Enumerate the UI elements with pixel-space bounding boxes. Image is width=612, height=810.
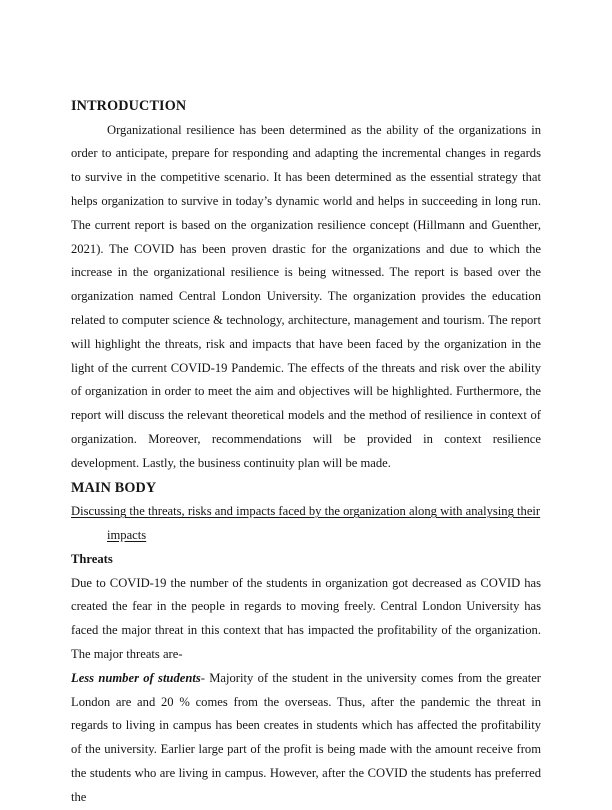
subsection-heading-threats: Threats <box>71 551 113 566</box>
section-heading-main-body: MAIN BODY <box>71 479 157 496</box>
subheading-line-1: Discussing the threats, risks and impacts faced by the organization along with analysing their <box>71 504 541 519</box>
less-students-body-text: - Majority of the student in the university comes from the greater London are and 20 % comes from the overseas. Thus, after the pandemic the threat in regards to living in campus has been creates in students which has affected the profitability of the university. Earlier large part of the profit is being made with the amount receive from the students who are living in campus. However, after the COVID the students has preferred the <box>71 670 541 804</box>
less-students-lead-in: Less number of students <box>71 670 201 685</box>
subheading-line-2: impacts <box>107 527 147 542</box>
subheading-discussing-threats <box>71 500 541 548</box>
page-title-introduction: INTRODUCTION <box>71 98 187 114</box>
less-students-paragraph <box>71 667 541 810</box>
introduction-paragraph: Organizational resilience has been determined as the ability of the organizations in order to anticipate, prepare for responding and adapting the incremental changes in regards to survive in the competitive scenario. It has been determined as the essential strategy that helps organization to survive in today’s dynamic world and helps in succeeding in long run. The current report is based on the organization resilience concept (Hillmann and Guenther, 2021). The COVID has been proven drastic for the organizations and due to which the increase in the organizational resilience is being witnessed. The report is based over the organization named Central London University. The organization provides the education related to computer science & technology, architecture, management and tourism. The report will highlight the threats, risk and impacts that have been faced by the organization in the light of the current COVID-19 Pandemic. The effects of the threats and risk over the ability of organization in order to meet the aim and objectives will be highlighted. Furthermore, the report will discuss the relevant theoretical models and the method of resilience in context of organization. Moreover, recommendations will be provided in context resilience development. Lastly, the business continuity plan will be made. <box>71 122 541 470</box>
threats-paragraph: Due to COVID-19 the number of the students in organization got decreased as COVID has created the fear in the people in regards to moving freely. Central London University has faced the major threat in this context that has impacted the profitability of the organization. The major threats are- <box>71 575 541 661</box>
